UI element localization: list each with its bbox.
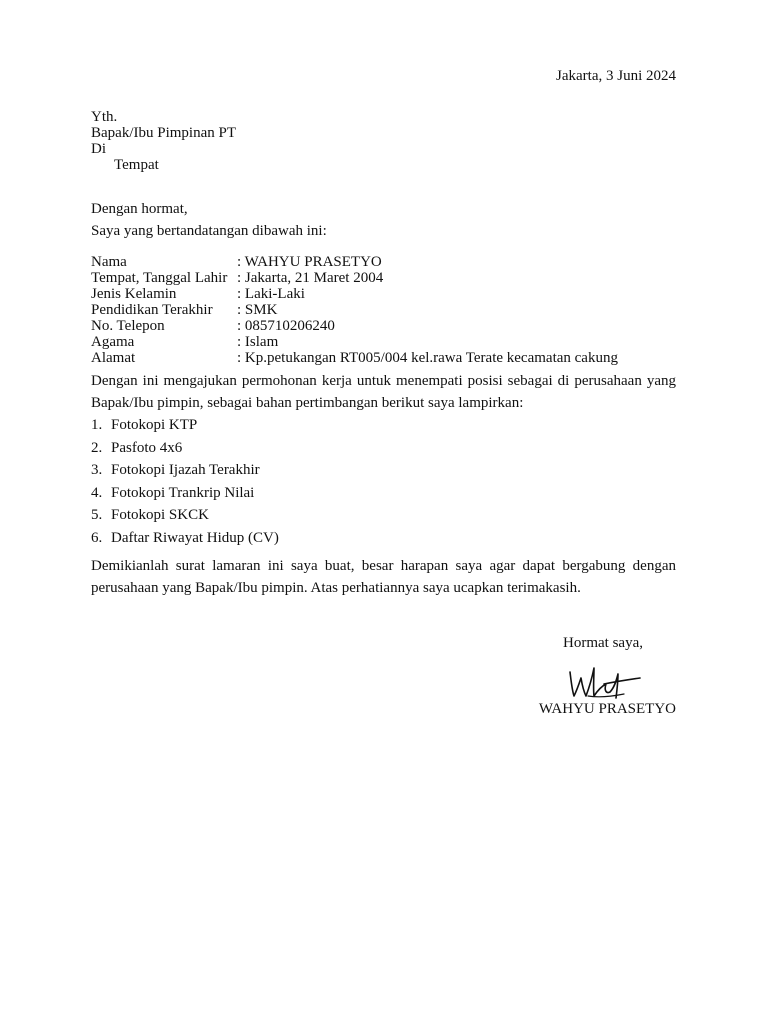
recipient-line: Di (91, 141, 106, 157)
signer-name: WAHYU PRASETYO (538, 701, 676, 717)
detail-row (91, 334, 618, 350)
list-item (91, 527, 279, 550)
detail-value: : Laki-Laki (237, 286, 305, 302)
detail-row (91, 350, 618, 366)
salutation: Dengan hormat, (91, 201, 188, 217)
list-item (91, 437, 279, 460)
greeting-block (91, 198, 327, 242)
detail-row (91, 318, 618, 334)
list-item (91, 504, 279, 527)
list-text: Fotokopi KTP (111, 417, 198, 433)
detail-row (91, 302, 618, 318)
detail-value: : Kp.petukangan RT005/004 kel.rawa Terate kecamatan cakung (237, 350, 618, 366)
list-text: Daftar Riwayat Hidup (CV) (111, 529, 279, 546)
detail-row (91, 286, 618, 302)
signature-image (566, 660, 646, 702)
list-number: 2. (91, 439, 103, 456)
list-number: 5. (91, 507, 103, 524)
detail-label: Nama (91, 254, 127, 270)
closing-paragraph: Demikianlah surat lamaran ini saya buat, besar harapan saya agar dapat bergabung dengan perusahaan yang Bapak/Ibu pimpin. Atas perhatiannya saya ucapkan terimakasih. (91, 558, 676, 596)
list-text: Fotokopi SKCK (111, 507, 209, 524)
list-item (91, 482, 279, 505)
list-number: 6. (91, 529, 103, 546)
list-number: 4. (91, 484, 103, 501)
recipient-block (91, 109, 236, 173)
list-number: 1. (91, 417, 103, 433)
recipient-line: Bapak/Ibu Pimpinan PT (91, 125, 236, 141)
detail-label: Jenis Kelamin (91, 286, 177, 302)
list-text: Pasfoto 4x6 (111, 439, 183, 456)
closing-text: Hormat saya, (563, 635, 643, 651)
list-item (91, 459, 279, 482)
detail-value: : Jakarta, 21 Maret 2004 (237, 270, 384, 286)
detail-value: : WAHYU PRASETYO (237, 254, 382, 270)
detail-label: Pendidikan Terakhir (91, 302, 213, 318)
list-text: Fotokopi Trankrip Nilai (111, 484, 255, 501)
applicant-details (91, 254, 618, 366)
detail-label: No. Telepon (91, 318, 165, 334)
place-date: Jakarta, 3 Juni 2024 (556, 68, 676, 84)
list-text: Fotokopi Ijazah Terakhir (111, 462, 260, 479)
list-number: 3. (91, 462, 103, 479)
detail-value: : 085710206240 (237, 318, 335, 334)
attachment-list (91, 414, 279, 550)
intro-text: Saya yang bertandatangan dibawah ini: (91, 223, 327, 239)
recipient-line: Yth. (91, 109, 118, 125)
list-item (91, 414, 279, 437)
detail-label: Agama (91, 334, 135, 350)
detail-label: Tempat, Tanggal Lahir (91, 270, 228, 286)
detail-value: : Islam (237, 334, 279, 350)
detail-label: Alamat (91, 350, 136, 366)
application-paragraph: Dengan ini mengajukan permohonan kerja untuk menempati posisi sebagai di perusahaan yang Bapak/Ibu pimpin, sebagai bahan pertimbangan berikut saya lampirkan: (91, 373, 676, 411)
detail-row (91, 270, 618, 286)
detail-row (91, 254, 618, 270)
recipient-line: Tempat (114, 157, 159, 173)
detail-value: : SMK (237, 302, 278, 318)
